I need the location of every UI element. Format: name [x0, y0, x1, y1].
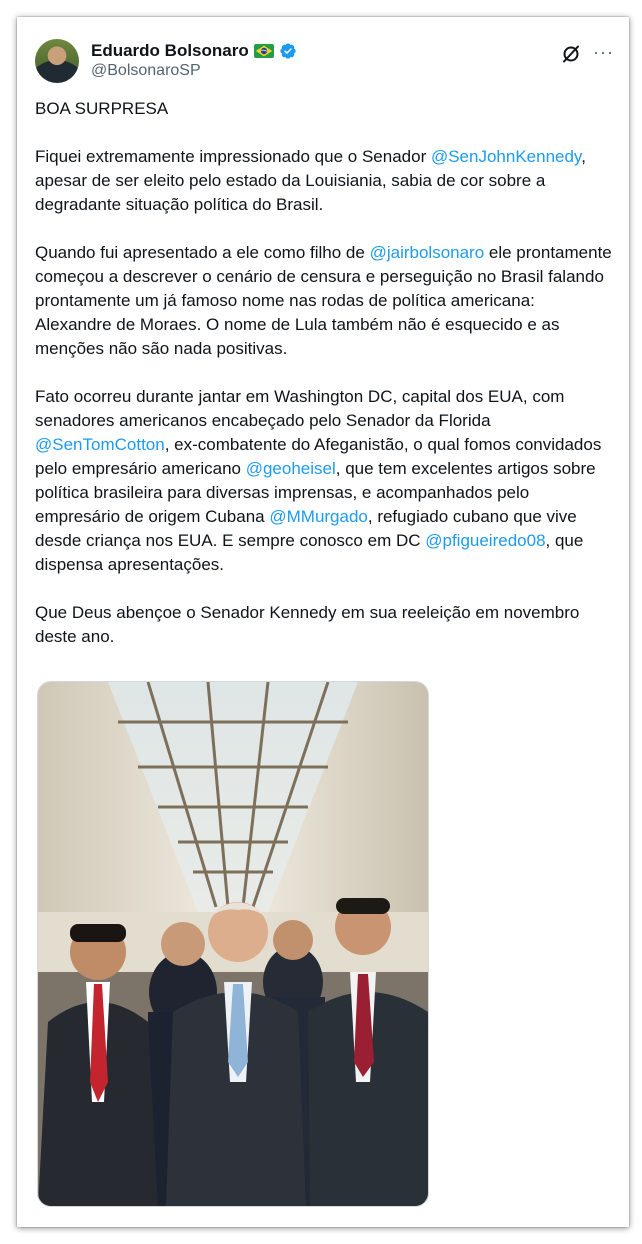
text-segment: Fato ocorreu durante jantar em Washington DC, capital dos EUA, com senadores americanos encabeçado pelo Senador da Florida: [35, 387, 565, 430]
more-icon[interactable]: ···: [593, 42, 614, 62]
grok-icon[interactable]: [561, 44, 581, 64]
tweet-paragraph-3: [35, 241, 615, 361]
tweet-paragraph-2: [35, 145, 615, 217]
photo-illustration: [38, 682, 428, 1206]
mention-link-pfigueiredo08[interactable]: @pfigueiredo08: [425, 531, 546, 550]
text-segment: , ex-combatente do Afeganistão, o qual fomos convidados pelo empresário americano: [35, 435, 602, 478]
text-segment: , apesar de ser eleito pelo estado da Louisiania, sabia de cor sobre a degradante situação política do Brasil.: [35, 147, 586, 214]
text-segment: , que tem excelentes artigos sobre política brasileira para diversas imprensas, e acompanhados pelo empresário de origem Cubana: [35, 459, 596, 526]
author-name-row: [91, 41, 297, 61]
text-segment: Fiquei extremamente impressionado que o Senador: [35, 147, 431, 166]
brazil-flag-icon: [254, 44, 274, 58]
avatar[interactable]: [35, 39, 79, 83]
tweet-paragraph-1: BOA SURPRESA: [35, 99, 169, 118]
text-segment: , que dispensa apresentações.: [35, 531, 584, 574]
mention-link-jairbolsonaro[interactable]: @jairbolsonaro: [369, 243, 485, 262]
tweet-card: [17, 17, 629, 1227]
mention-link-senjohnkennedy[interactable]: @SenJohnKennedy: [430, 147, 582, 166]
verified-badge-icon[interactable]: [279, 42, 297, 60]
text-segment: ele prontamente começou a descrever o cenário de censura e perseguição no Brasil falando prontamente um já famoso nome nas rodas de política americana: Alexandre de Moraes. O nome de Lula também não é esquecido e as menções não são nada positivas.: [35, 243, 612, 358]
text-segment: Quando fui apresentado a ele como filho de: [35, 243, 370, 262]
tweet-photo[interactable]: [37, 681, 429, 1207]
tweet-paragraph-5: Que Deus abençoe o Senador Kennedy em sua reeleição em novembro deste ano.: [35, 603, 580, 646]
mention-link-geoheisel[interactable]: @geoheisel: [245, 459, 336, 478]
tweet-text: [35, 97, 615, 673]
mention-link-sentomcotton[interactable]: @SenTomCotton: [35, 435, 165, 454]
author-handle[interactable]: @BolsonaroSP: [91, 62, 201, 79]
text-segment: , refugiado cubano que vive desde criança nos EUA. E sempre conosco em DC: [35, 507, 577, 550]
tweet-paragraph-4: [35, 385, 615, 577]
author-display-name[interactable]: Eduardo Bolsonaro: [91, 41, 249, 60]
mention-link-mmurgado[interactable]: @MMurgado: [269, 507, 368, 526]
